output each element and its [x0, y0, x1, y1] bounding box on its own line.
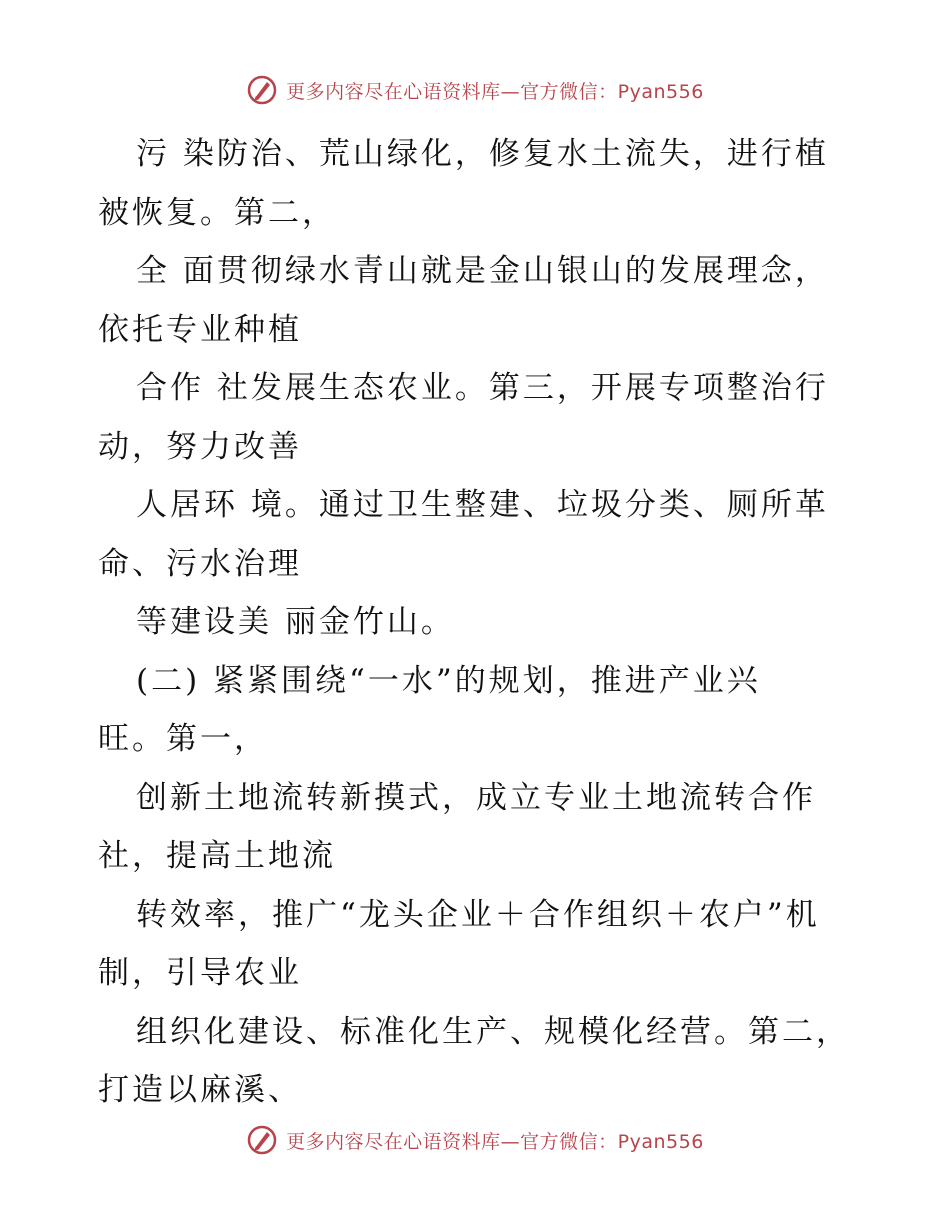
body-line: 打造以麻溪、	[98, 1072, 302, 1108]
body-line: 社，提高土地流	[98, 838, 336, 874]
body-line: 创新土地流转新摸式，成立专业土地流转合作	[136, 779, 816, 816]
body-line: 转效率，推广“龙头企业＋合作组织＋农户”机	[136, 896, 820, 933]
body-line: 全 面贯彻绿水青山就是金山银山的发展理念，	[136, 253, 829, 289]
feather-pen-logo-icon	[246, 1124, 278, 1156]
document-body	[98, 125, 858, 1120]
body-line: (二) 紧紧围绕“一水”的规划，推进产业兴	[136, 662, 761, 699]
footer-watermark	[0, 1120, 950, 1160]
body-line: 合作 社发展生态农业。第三，开展专项整治行	[136, 370, 829, 406]
watermark-text: 更多内容尽在心语资料库—官方微信：Pyan556	[286, 1130, 704, 1153]
body-line: 人居环 境。通过卫生整建、垃圾分类、厕所革	[136, 487, 829, 523]
body-line: 依托专业种植	[98, 311, 302, 348]
body-line: 命、污水治理	[98, 545, 302, 582]
body-line: 动，努力改善	[98, 428, 302, 465]
body-line: 制，引导农业	[98, 955, 302, 991]
feather-pen-logo-icon	[246, 74, 278, 106]
header-watermark	[0, 70, 950, 110]
body-line: 等建设美 丽金竹山。	[136, 604, 455, 640]
body-line: 污 染防治、荒山绿化，修复水土流失，进行植	[136, 136, 829, 172]
body-line: 组织化建设、标准化生产、规模化经营。第二，	[136, 1013, 850, 1050]
watermark-text: 更多内容尽在心语资料库—官方微信：Pyan556	[286, 80, 704, 103]
body-line: 被恢复。第二，	[98, 194, 336, 231]
body-line: 旺。第一，	[98, 721, 268, 757]
